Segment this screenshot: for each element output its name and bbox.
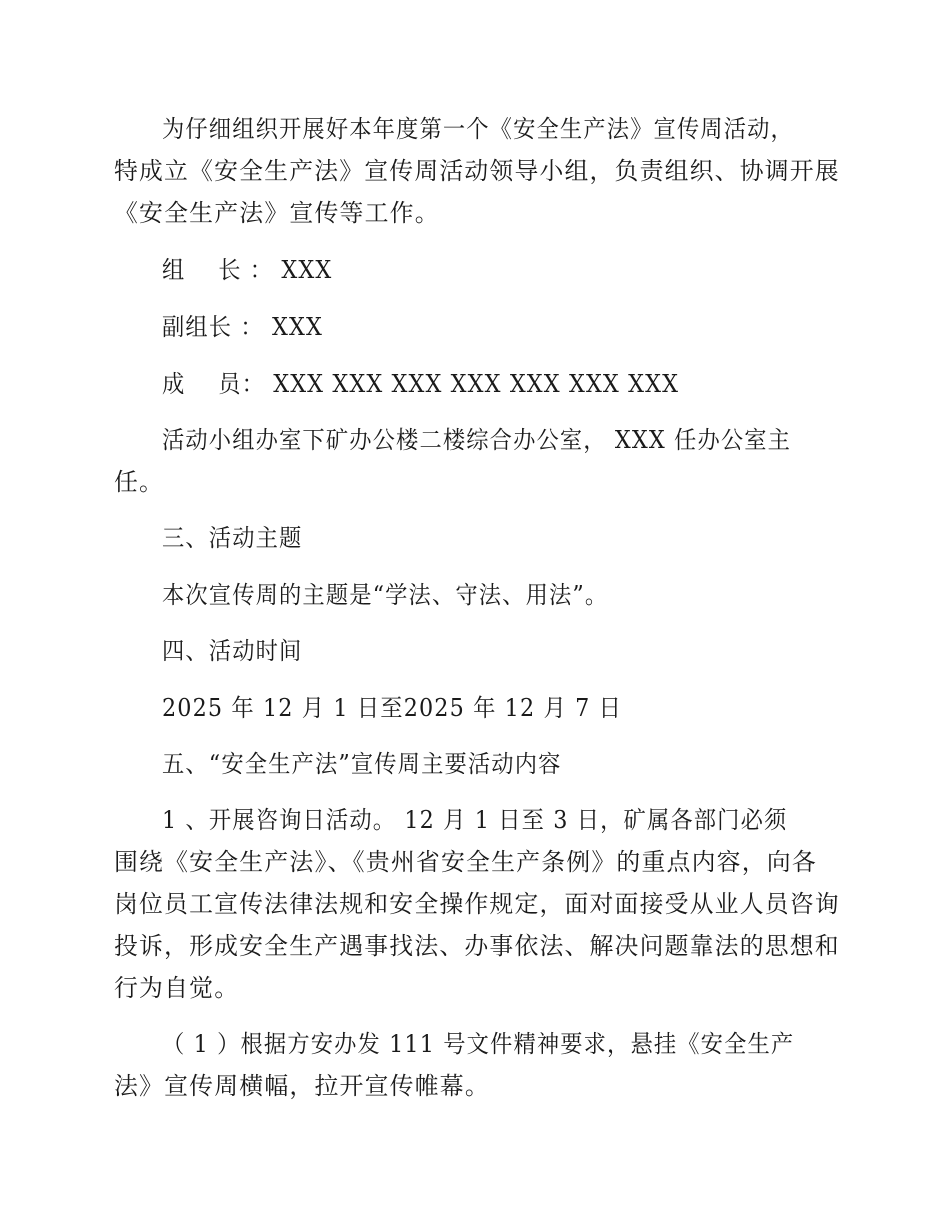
- item-1-line-3: 岗位员工宣传法律法规和安全操作规定，面对面接受从业人员咨询: [114, 890, 840, 918]
- item-1-line-5: 行为自觉。: [114, 974, 240, 1002]
- item-1-line-2: 围绕《安全生产法》、《贵州省安全生产条例》的重点内容，向各: [114, 848, 817, 876]
- item-1-line-1: 1 、开展咨询日活动。 12 月 1 日至 3 日，矿属各部门必须: [162, 806, 788, 834]
- intro-paragraph-line-2: 特成立《安全生产法》宣传周活动领导小组，负责组织、协调开展: [114, 157, 840, 185]
- group-leader-line: 组 长 ： XXX: [162, 256, 333, 284]
- office-paragraph-line-1: 活动小组办室下矿办公楼二楼综合办公室， XXX 任办公室主: [162, 426, 792, 454]
- section-3-body: 本次宣传周的主题是“学法、守法、用法”。: [162, 581, 609, 609]
- item-1-line-4: 投诉，形成安全生产遇事找法、办事依法、解决问题靠法的思想和: [114, 932, 840, 960]
- subitem-1-line-1: （ 1 ）根据方安办发 111 号文件精神要求，悬挂《安全生产: [162, 1030, 795, 1058]
- deputy-leader-line: 副组长 ： XXX: [162, 313, 323, 341]
- section-3-heading: 三、活动主题: [162, 524, 303, 552]
- members-line: 成 员： XXX XXX XXX XXX XXX XXX XXX: [162, 370, 680, 398]
- intro-paragraph-line-1: 为仔细组织开展好本年度第一个《安全生产法》宣传周活动，: [162, 115, 794, 143]
- section-5-heading: 五、“安全生产法”宣传周主要活动内容: [162, 750, 562, 778]
- subitem-1-line-2: 法》宣传周横幅，拉开宣传帷幕。: [114, 1072, 490, 1100]
- office-paragraph-line-2: 任。: [114, 468, 165, 496]
- section-4-heading: 四、活动时间: [162, 637, 303, 665]
- intro-paragraph-line-3: 《安全生产法》宣传等工作。: [114, 199, 440, 227]
- section-4-body: 2025 年 12 月 1 日至2025 年 12 月 7 日: [162, 694, 622, 722]
